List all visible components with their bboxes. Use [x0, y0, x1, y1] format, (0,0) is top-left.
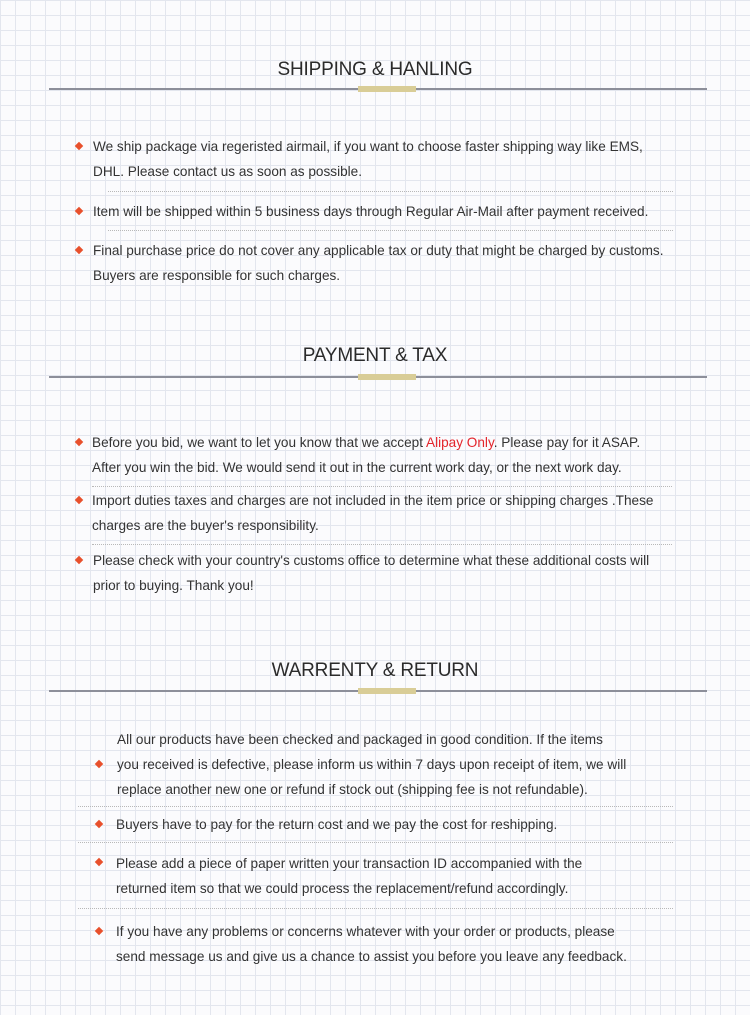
warranty-item-1-line-2: you received is defective, please inform us within 7 days upon receipt of item, we will [117, 757, 627, 772]
shipping-title: SHIPPING & HANLING [277, 59, 473, 80]
divider [78, 806, 673, 807]
shipping-item-1-line-2: DHL. Please contact us as soon as possible. [93, 164, 363, 179]
payment-item-1-line-1 [92, 430, 640, 455]
payment-item-2-line-2: charges are the buyer's responsibility. [92, 518, 319, 533]
warranty-item-1-line-1: All our products have been checked and packaged in good condition. If the items [117, 732, 603, 747]
shipping-title-accent [358, 86, 416, 92]
warranty-title: WARRENTY & RETURN [271, 660, 479, 681]
divider [108, 230, 673, 231]
bullet-icon [75, 556, 83, 564]
shipping-item-3 [93, 238, 664, 288]
warranty-item-4 [116, 919, 627, 969]
shipping-item-3-line-2: Buyers are responsible for such charges. [93, 268, 341, 283]
divider [78, 842, 673, 843]
payment-item-1-text-after: . Please pay for it ASAP. [493, 435, 641, 450]
payment-item-2-line-1: Import duties taxes and charges are not included in the item price or shipping charges .These [92, 493, 654, 508]
warranty-item-3-line-2: returned item so that we could process the replacement/refund accordingly. [116, 881, 569, 896]
divider [78, 908, 673, 909]
payment-title-accent [358, 374, 416, 380]
shipping-item-2-line-1: Item will be shipped within 5 business days through Regular Air-Mail after payment received. [93, 204, 649, 219]
payment-item-1-text-before: Before you bid, we want to let you know that we accept [92, 435, 426, 450]
bullet-icon [75, 207, 83, 215]
divider [108, 191, 673, 192]
shipping-item-2 [93, 199, 648, 224]
bullet-icon [95, 760, 103, 768]
payment-item-2 [92, 488, 653, 538]
warranty-item-2-line-1: Buyers have to pay for the return cost and we pay the cost for reshipping. [116, 817, 558, 832]
divider [92, 486, 672, 487]
payment-item-1-line-2: After you win the bid. We would send it out in the current work day, or the next work day. [92, 460, 622, 475]
bullet-icon [75, 496, 83, 504]
warranty-item-1-line-3: replace another new one or refund if stock out (shipping fee is not refundable). [117, 782, 588, 797]
divider [92, 544, 672, 545]
payment-item-3-line-1: Please check with your country's customs office to determine what these additional costs will [93, 553, 650, 568]
payment-item-3-line-2: prior to buying. Thank you! [93, 578, 254, 593]
bullet-icon [75, 246, 83, 254]
bullet-icon [95, 858, 103, 866]
shipping-item-1 [93, 134, 643, 184]
alipay-only-highlight: Alipay Only [426, 435, 494, 450]
bullet-icon [95, 927, 103, 935]
payment-item-3 [93, 548, 649, 598]
bullet-icon [75, 438, 83, 446]
warranty-item-4-line-2: send message us and give us a chance to assist you before you leave any feedback. [116, 949, 627, 964]
shipping-item-3-line-1: Final purchase price do not cover any applicable tax or duty that might be charged by customs. [93, 243, 664, 258]
warranty-item-3-line-1: Please add a piece of paper written your transaction ID accompanied with the [116, 856, 583, 871]
warranty-item-4-line-1: If you have any problems or concerns whatever with your order or products, please [116, 924, 615, 939]
warranty-item-1 [117, 727, 626, 802]
bullet-icon [95, 820, 103, 828]
warranty-item-2 [116, 812, 557, 837]
payment-title: PAYMENT & TAX [302, 345, 448, 366]
payment-item-1 [92, 430, 640, 480]
warranty-title-accent [358, 688, 416, 694]
warranty-item-3 [116, 851, 582, 901]
shipping-item-1-line-1: We ship package via regeristed airmail, if you want to choose faster shipping way like EMS, [93, 139, 643, 154]
bullet-icon [75, 142, 83, 150]
